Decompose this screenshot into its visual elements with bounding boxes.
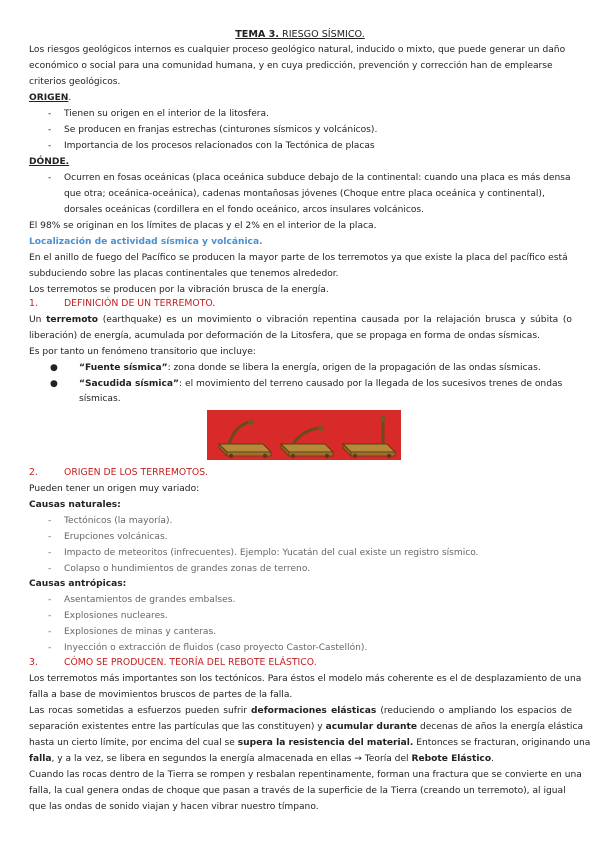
s3-p1-line-2: falla a base de movimientos bruscos de partes de la falla. (29, 690, 293, 700)
s3-p2-l3-a: hasta un cierto límite, por encima del cual se (29, 738, 235, 748)
dash-icon: - (48, 125, 52, 135)
s3-p2-l4-d: . (491, 754, 494, 764)
catapult-icon (219, 419, 271, 458)
localizacion-heading: Localización de actividad sísmica y volcánica. (29, 237, 263, 247)
bullet-icon: ● (50, 363, 58, 373)
donde-heading: DÓNDE. (29, 157, 70, 167)
localizacion-line-2: subduciendo sobre las placas continentales que tenemos alrededor. (29, 269, 339, 279)
origen-heading (29, 92, 71, 104)
definition-line-2: liberación) de energía, acumulada por deformación de la Litosfera, que se propaga en forma de ondas sísmicas. (29, 331, 540, 341)
dash-icon: - (48, 564, 52, 574)
dash-icon: - (48, 643, 52, 653)
dash-icon: - (48, 141, 52, 151)
origen-item: Se producen en franjas estrechas (cinturones sísmicos y volcánicos). (64, 125, 378, 135)
bullet-sacudida (79, 378, 563, 390)
section-3-title: CÓMO SE PRODUCEN. TEORÍA DEL REBOTE ELÁSTICO. (64, 657, 317, 668)
catapult-icon (281, 425, 333, 458)
s3-p2-l4-c: Rebote Elástico (411, 754, 492, 764)
dash-icon: - (48, 595, 52, 605)
bullet-fuente (79, 362, 541, 374)
dash-icon: - (48, 611, 52, 621)
intro-line-3: criterios geológicos. (29, 77, 121, 87)
sacudida-term: “Sacudida sísmica” (79, 379, 180, 389)
s3-p2-l1-a: Las rocas sometidas a esfuerzos pueden sufrir (29, 706, 247, 716)
dash-icon: - (48, 109, 52, 119)
donde-item-line-3: dorsales oceánicas (cordillera en el fondo oceánico, arcos insulares volcánicos. (64, 205, 425, 215)
origen-heading-suffix: . (68, 93, 72, 103)
def-word: terremoto (46, 315, 99, 325)
s3-p3-line-3: que las ondas de sonido viajan y hacen vibrar nuestro tímpano. (29, 802, 319, 812)
anthropic-heading: Causas antrópicas: (29, 579, 127, 589)
anthropic-item: Explosiones de minas y canteras. (64, 627, 217, 637)
intro-line-1: Los riesgos geológicos internos es cualquier proceso geológico natural, inducido o mixto, que puede generar un daño (29, 45, 566, 55)
section-2-intro: Pueden tener un origen muy variado: (29, 484, 200, 494)
title-rest: RIESGO SÍSMICO. (278, 29, 365, 40)
dash-icon: - (48, 548, 52, 558)
origen-item: Importancia de los procesos relacionados con la Tectónica de placas (64, 141, 375, 151)
catapult-icon (343, 416, 395, 458)
s3-p3-line-1: Cuando las rocas dentro de la Tierra se rompen y resbalan repentinamente, forman una fractura que se convierte en una (29, 770, 582, 780)
origen-heading-text: ORIGEN (29, 93, 69, 103)
s3-p2-l4-b: , y a la vez, se libera en segundos la energía almacenada en ellas → Teoría del (51, 754, 409, 764)
catapult-illustrations (207, 410, 401, 460)
s3-p1-line-1: Los terremotos más importantes son los tectónicos. Para éstos el modelo más coherente es el de desplazamiento de una (29, 674, 582, 684)
sacudida-text: : el movimiento del terreno causado por la llegada de los sucesivos trenes de ondas (179, 379, 563, 389)
anthropic-item: Asentamientos de grandes embalses. (64, 595, 236, 605)
dash-icon: - (48, 627, 52, 637)
donde-after: El 98% se originan en los límites de placas y el 2% en el interior de la placa. (29, 221, 377, 231)
natural-item: Erupciones volcánicas. (64, 532, 168, 542)
s3-p2-l3-c: Entonces se fracturan, originando una (416, 738, 591, 748)
s3-p2-line-2 (29, 721, 584, 733)
natural-heading: Causas naturales: (29, 500, 121, 510)
s3-p2-l1-b: deformaciones elásticas (251, 706, 377, 716)
s3-p2-l2-a: separación existentes entre las partículas que las constituyen) y (29, 722, 323, 732)
dash-icon: - (48, 173, 52, 183)
dash-icon: - (48, 532, 52, 542)
intro-line-2: económico o social para una comunidad humana, y en cuya predicción, prevención y corrección han de emplearse (29, 61, 553, 71)
section-2-title: ORIGEN DE LOS TERREMOTOS. (64, 467, 209, 478)
definition-line-1 (29, 314, 572, 326)
localizacion-line-1: En el anillo de fuego del Pacífico se producen la mayor parte de los terremotos ya que existe la placa del pacífico está (29, 253, 568, 263)
natural-item: Tectónicos (la mayoría). (64, 516, 173, 526)
section-1-intro: Es por tanto un fenómeno transitorio que incluye: (29, 347, 256, 357)
fuente-term: “Fuente sísmica” (79, 363, 168, 373)
bullet-icon: ● (50, 379, 58, 389)
s3-p2-l4-a: falla (29, 754, 52, 764)
section-2-number: 2. (29, 467, 38, 478)
section-3-number: 3. (29, 657, 38, 668)
section-1-title: DEFINICIÓN DE UN TERREMOTO. (64, 298, 216, 309)
s3-p2-line-3 (29, 737, 591, 749)
s3-p3-line-2: falla, la cual genera ondas de choque que pasan a través de la superficie de la Tierra (creando un terremoto), al igual (29, 786, 566, 796)
s3-p2-l1-c: (reduciendo o ampliando los espacios de (380, 706, 572, 716)
donde-item-line-2: que otra; oceánica-oceánica), cadenas montañosas jóvenes (Choque entre placa oceánica y continental), (64, 189, 545, 199)
page-title (0, 29, 600, 40)
fuente-text: : zona donde se libera la energía, origen de la propagación de las ondas sísmicas. (167, 363, 541, 373)
s3-p2-l2-b: acumular durante (325, 722, 418, 732)
title-prefix: TEMA 3. (235, 29, 279, 40)
localizacion-line-3: Los terremotos se producen por la vibración brusca de la energía. (29, 285, 329, 295)
s3-p2-l3-b: supera la resistencia del material. (237, 738, 414, 748)
s3-p2-line-1 (29, 705, 572, 717)
elastic-rebound-figure (207, 410, 401, 460)
natural-item: Colapso o hundimientos de grandes zonas de terreno. (64, 564, 311, 574)
anthropic-item: Explosiones nucleares. (64, 611, 168, 621)
bullet-sacudida-cont: sísmicas. (79, 394, 121, 404)
def-line1-rest: (earthquake) es un movimiento o vibración repentina causada por la relajación brusca y súbita (o (102, 315, 572, 325)
natural-item: Impacto de meteoritos (infrecuentes). Ejemplo: Yucatán del cual existe un registro sísmico. (64, 548, 479, 558)
dash-icon: - (48, 516, 52, 526)
donde-item-line-1: Ocurren en fosas oceánicas (placa oceánica subduce debajo de la continental: cuando una placa es más densa (64, 173, 571, 183)
section-1-number: 1. (29, 298, 38, 309)
def-pre: Un (29, 315, 42, 325)
s3-p2-line-4 (29, 753, 494, 765)
s3-p2-l2-c: decenas de años la energía elástica (419, 722, 584, 732)
origen-item: Tienen su origen en el interior de la litosfera. (64, 109, 269, 119)
anthropic-item: Inyección o extracción de fluidos (caso proyecto Castor-Castellón). (64, 643, 368, 653)
